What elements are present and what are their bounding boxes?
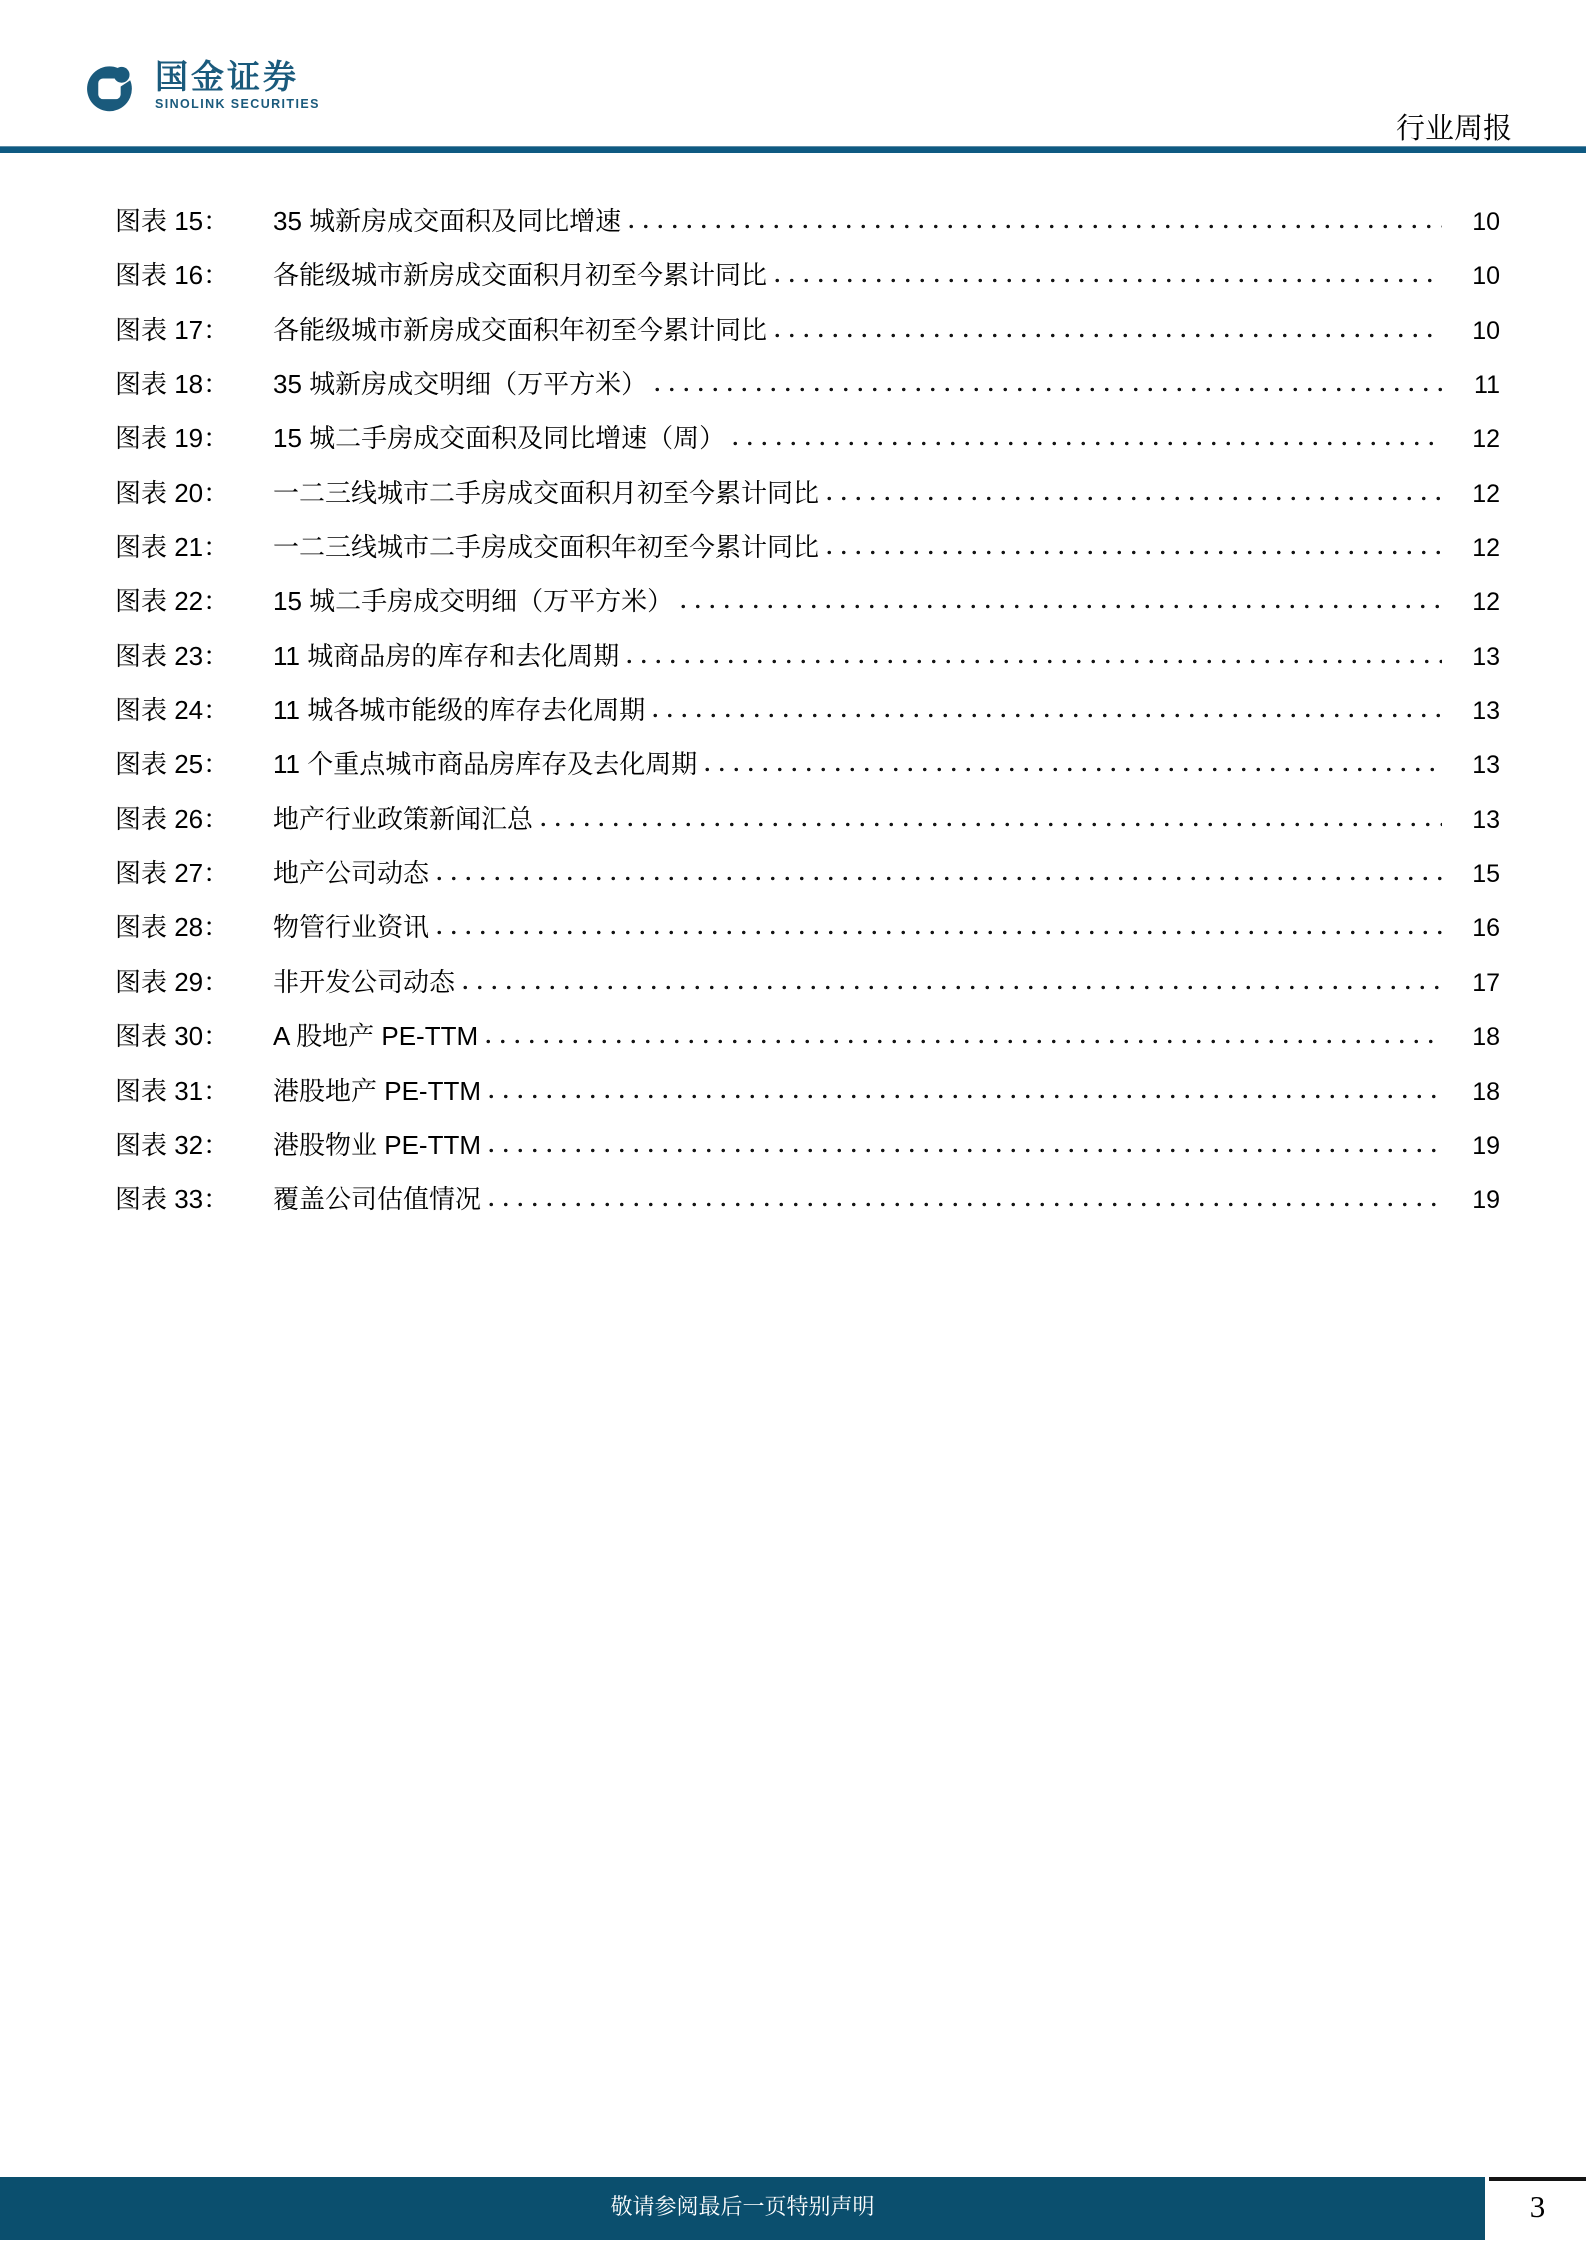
sinolink-logo bbox=[86, 58, 320, 114]
footer-disclaimer-text: 敬请参阅最后一页特别声明 bbox=[610, 2194, 875, 2219]
toc-page-number: 18 bbox=[1472, 1077, 1500, 1106]
toc-leader-dots bbox=[624, 221, 1442, 230]
toc-leader-dots bbox=[822, 547, 1442, 556]
toc-leader-dots bbox=[650, 384, 1442, 393]
footer-disclaimer-bar bbox=[0, 2177, 1485, 2240]
toc-row[interactable] bbox=[115, 574, 1500, 628]
toc-row-label: 图表 18： bbox=[115, 369, 230, 400]
toc-page-number: 18 bbox=[1472, 1023, 1500, 1052]
toc-leader-dots bbox=[484, 1091, 1442, 1100]
toc-row-title: 一二三线城市二手房成交面积月初至今累计同比 bbox=[273, 477, 820, 508]
brand-name-cn: 国金证券 bbox=[155, 60, 299, 96]
toc-row-label: 图表 31： bbox=[115, 1075, 230, 1106]
toc-row-label: 图表 33： bbox=[115, 1184, 230, 1215]
toc-page-number: 16 bbox=[1472, 914, 1500, 943]
toc-leader-dots bbox=[770, 275, 1442, 284]
toc-row[interactable] bbox=[115, 248, 1500, 302]
toc-leader-dots bbox=[648, 710, 1442, 719]
toc-row-label: 图表 15： bbox=[115, 206, 230, 236]
toc-row-label: 图表 23： bbox=[115, 640, 230, 671]
toc-page-number: 12 bbox=[1472, 425, 1500, 454]
toc-row[interactable] bbox=[115, 629, 1500, 683]
toc-page-number: 19 bbox=[1472, 1131, 1500, 1160]
toc-row-title: 非开发公司动态 bbox=[273, 966, 456, 997]
toc-page-number: 10 bbox=[1472, 262, 1500, 291]
toc-page-number: 13 bbox=[1472, 805, 1500, 834]
toc-row[interactable] bbox=[115, 194, 1500, 248]
toc-row-label: 图表 25： bbox=[115, 749, 230, 780]
toc-row[interactable] bbox=[115, 520, 1500, 574]
toc-row-label: 图表 24： bbox=[115, 695, 230, 726]
brand-text-block bbox=[155, 58, 320, 111]
toc-row[interactable] bbox=[115, 846, 1500, 900]
toc-row-title: 35 城新房成交面积及同比增速 bbox=[273, 206, 622, 236]
toc-row-label: 图表 29： bbox=[115, 966, 230, 997]
toc-list bbox=[115, 194, 1500, 1227]
toc-leader-dots bbox=[458, 982, 1442, 991]
toc-page-number: 13 bbox=[1472, 697, 1500, 726]
toc-page-number: 12 bbox=[1472, 479, 1500, 508]
toc-leader-dots bbox=[481, 1036, 1442, 1045]
toc-row[interactable] bbox=[115, 683, 1500, 737]
toc-leader-dots bbox=[432, 927, 1442, 936]
toc-page-number: 13 bbox=[1472, 751, 1500, 780]
toc-row[interactable] bbox=[115, 1064, 1500, 1118]
brand-name-en: SINOLINK SECURITIES bbox=[155, 97, 320, 111]
toc-row[interactable] bbox=[115, 737, 1500, 791]
toc-leader-dots bbox=[484, 1199, 1442, 1208]
toc-row-label: 图表 20： bbox=[115, 477, 230, 508]
toc-page-number: 12 bbox=[1472, 534, 1500, 563]
toc-row-label: 图表 32： bbox=[115, 1129, 230, 1160]
toc-row-label: 图表 26： bbox=[115, 803, 230, 834]
toc-page-number: 19 bbox=[1472, 1186, 1500, 1215]
toc-row-title: 各能级城市新房成交面积月初至今累计同比 bbox=[273, 260, 768, 291]
toc-row-title: 港股地产 PE-TTM bbox=[273, 1075, 481, 1106]
toc-row[interactable] bbox=[115, 792, 1500, 846]
toc-row-title: 地产行业政策新闻汇总 bbox=[273, 803, 534, 834]
footer-page-number: 3 bbox=[1529, 2189, 1546, 2224]
toc-page-number: 12 bbox=[1472, 588, 1500, 617]
toc-row-title: 港股物业 PE-TTM bbox=[273, 1129, 481, 1160]
toc-row-title: 物管行业资讯 bbox=[273, 912, 430, 943]
toc-leader-dots bbox=[484, 1145, 1442, 1154]
toc-leader-dots bbox=[728, 438, 1442, 447]
doc-type-label: 行业周报 bbox=[1395, 113, 1512, 145]
toc-row[interactable] bbox=[115, 466, 1500, 520]
toc-row[interactable] bbox=[115, 900, 1500, 954]
toc-row-title: 11 城商品房的库存和去化周期 bbox=[273, 640, 620, 671]
toc-leader-dots bbox=[432, 873, 1442, 882]
toc-leader-dots bbox=[676, 601, 1442, 610]
toc-page-number: 15 bbox=[1472, 860, 1500, 889]
toc-leader-dots bbox=[700, 764, 1442, 773]
toc-page-number: 17 bbox=[1472, 968, 1500, 997]
toc-page-number: 13 bbox=[1472, 642, 1500, 671]
toc-row-title: 覆盖公司估值情况 bbox=[273, 1184, 482, 1215]
toc-row-label: 图表 21： bbox=[115, 532, 230, 563]
toc-row[interactable] bbox=[115, 1009, 1500, 1063]
toc-row[interactable] bbox=[115, 955, 1500, 1009]
toc-page-number: 11 bbox=[1474, 371, 1500, 400]
toc-leader-dots bbox=[536, 819, 1442, 828]
toc-row-label: 图表 28： bbox=[115, 912, 230, 943]
toc-row[interactable] bbox=[115, 357, 1500, 411]
toc-row-label: 图表 27： bbox=[115, 858, 230, 889]
toc-row-title: 35 城新房成交明细（万平方米） bbox=[273, 369, 648, 400]
toc-row[interactable] bbox=[115, 1118, 1500, 1172]
toc-row-title: 一二三线城市二手房成交面积年初至今累计同比 bbox=[273, 532, 820, 563]
toc-row-label: 图表 16： bbox=[115, 260, 230, 291]
toc-row-label: 图表 19： bbox=[115, 423, 230, 454]
toc-row-label: 图表 22： bbox=[115, 586, 230, 617]
toc-row-label: 图表 30： bbox=[115, 1021, 230, 1052]
toc-leader-dots bbox=[622, 656, 1442, 665]
toc-row-title: 15 城二手房成交明细（万平方米） bbox=[273, 586, 674, 617]
toc-row-title: A 股地产 PE-TTM bbox=[273, 1021, 479, 1052]
toc-leader-dots bbox=[770, 330, 1442, 339]
toc-row-title: 15 城二手房成交面积及同比增速（周） bbox=[273, 423, 726, 454]
toc-row[interactable] bbox=[115, 411, 1500, 465]
sinolink-logo-icon bbox=[86, 58, 146, 114]
toc-row-title: 11 个重点城市商品房库存及去化周期 bbox=[273, 749, 698, 780]
toc-row-title: 11 城各城市能级的库存去化周期 bbox=[273, 695, 646, 726]
toc-row[interactable] bbox=[115, 303, 1500, 357]
toc-page-number: 10 bbox=[1472, 316, 1500, 345]
toc-row-title: 地产公司动态 bbox=[273, 858, 430, 889]
toc-leader-dots bbox=[822, 493, 1442, 502]
toc-page-number: 10 bbox=[1472, 208, 1500, 236]
header-rule bbox=[0, 146, 1586, 153]
toc-row-label: 图表 17： bbox=[115, 314, 230, 345]
toc-row-title: 各能级城市新房成交面积年初至今累计同比 bbox=[273, 314, 768, 345]
toc-row[interactable] bbox=[115, 1172, 1500, 1226]
